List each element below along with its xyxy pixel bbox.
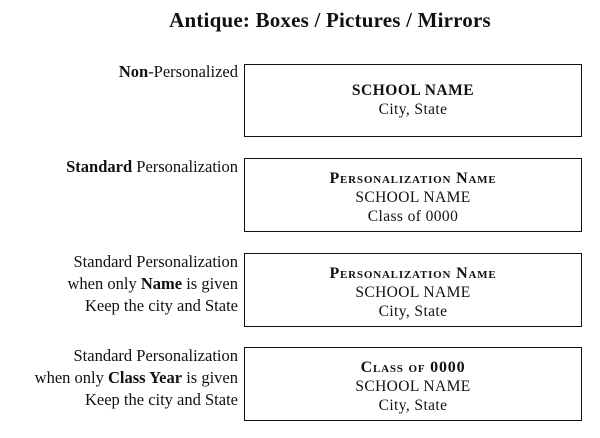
label-line: when only Class Year is given (34, 368, 238, 387)
box-city-state: City, State (378, 397, 448, 414)
layout-box-class-year-only (244, 347, 582, 421)
box-school-name: SCHOOL NAME (355, 378, 471, 395)
box-city-state: City, State (378, 101, 448, 118)
box-personalization-name: Personalization Name (329, 170, 497, 187)
page-title: Antique: Boxes / Pictures / Mirrors (169, 8, 491, 32)
label-text: Personalization (132, 157, 238, 176)
row-label-non-personalized (119, 61, 238, 83)
box-class-year: Class of 0000 (360, 359, 466, 376)
label-bold-text: Non (118, 62, 149, 81)
label-bold-text: Standard (66, 157, 133, 176)
box-class-year: Class of 0000 (367, 208, 459, 225)
label-line: Standard Personalization (73, 252, 238, 271)
row-label-class-year-only (35, 345, 238, 411)
box-school-name: SCHOOL NAME (351, 82, 475, 99)
label-line: when only Name is given (67, 274, 238, 293)
row-label-standard-personalization (66, 156, 238, 178)
label-bold-text: Class Year (107, 368, 183, 387)
row-label-name-only (68, 251, 238, 317)
label-bold-text: Name (140, 274, 183, 293)
label-line: Keep the city and State (84, 296, 238, 315)
box-personalization-name: Personalization Name (329, 265, 497, 282)
layout-box-non-personalized (244, 64, 582, 137)
label-line: Standard Personalization (73, 346, 238, 365)
label-text: -Personalized (148, 62, 238, 81)
layout-box-standard-personalization (244, 158, 582, 232)
layout-box-name-only (244, 253, 582, 327)
box-city-state: City, State (378, 303, 448, 320)
label-line: Keep the city and State (84, 390, 238, 409)
box-school-name: SCHOOL NAME (355, 189, 471, 206)
box-school-name: SCHOOL NAME (355, 284, 471, 301)
